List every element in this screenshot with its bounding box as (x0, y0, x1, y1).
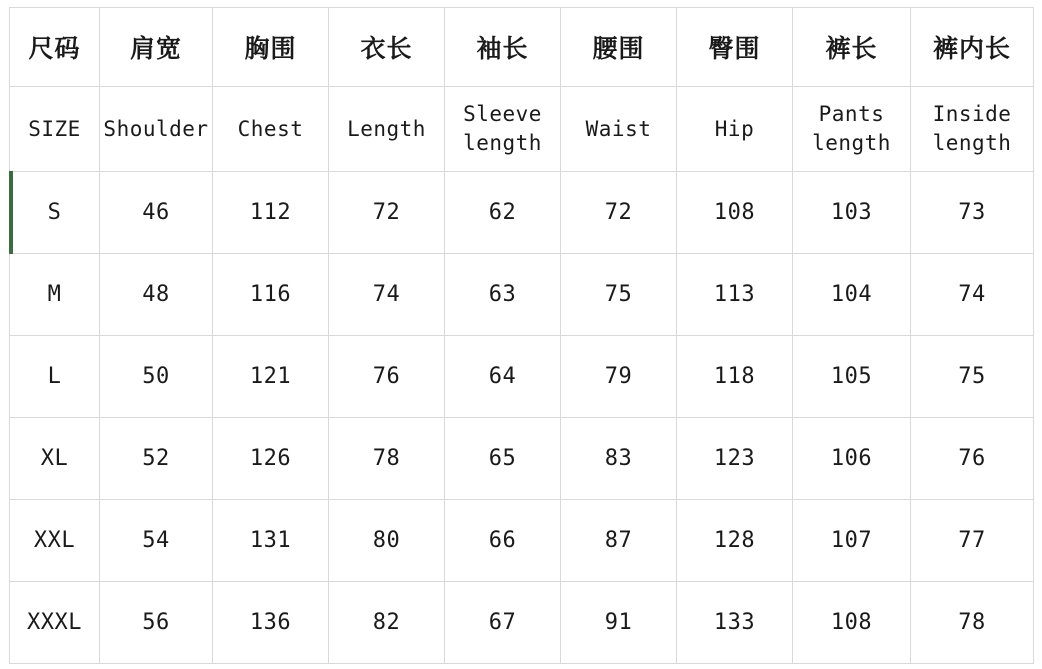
cell-hip: 118 (677, 336, 793, 418)
cell-size: S (10, 172, 100, 254)
cell-size: L (10, 336, 100, 418)
cell-chest: 126 (213, 418, 329, 500)
header-cn-sleeve-length: 袖长 (445, 8, 561, 87)
cell-length: 78 (329, 418, 445, 500)
table-row (10, 172, 1034, 254)
header-en-waist: Waist (561, 87, 677, 172)
header-en-size: SIZE (10, 87, 100, 172)
table-row (10, 500, 1034, 582)
cell-sleeve-length: 62 (445, 172, 561, 254)
cell-sleeve-length: 67 (445, 582, 561, 664)
cell-chest: 131 (213, 500, 329, 582)
header-cn-shoulder: 肩宽 (100, 8, 213, 87)
header-cn-inside-length: 裤内长 (911, 8, 1034, 87)
cell-length: 76 (329, 336, 445, 418)
cell-shoulder: 52 (100, 418, 213, 500)
cell-pants-length: 103 (793, 172, 911, 254)
table-row (10, 254, 1034, 336)
header-cn-length: 衣长 (329, 8, 445, 87)
header-cn-pants-length: 裤长 (793, 8, 911, 87)
cell-length: 74 (329, 254, 445, 336)
cell-chest: 112 (213, 172, 329, 254)
cell-pants-length: 108 (793, 582, 911, 664)
cell-size: XXXL (10, 582, 100, 664)
cell-hip: 133 (677, 582, 793, 664)
cell-pants-length: 107 (793, 500, 911, 582)
cell-length: 82 (329, 582, 445, 664)
cell-chest: 121 (213, 336, 329, 418)
header-cn-waist: 腰围 (561, 8, 677, 87)
header-cn-chest: 胸围 (213, 8, 329, 87)
header-en-hip: Hip (677, 87, 793, 172)
cell-waist: 75 (561, 254, 677, 336)
header-en-chest: Chest (213, 87, 329, 172)
cell-chest: 136 (213, 582, 329, 664)
cell-chest: 116 (213, 254, 329, 336)
header-cn-hip: 臀围 (677, 8, 793, 87)
cell-waist: 91 (561, 582, 677, 664)
cell-inside-length: 74 (911, 254, 1034, 336)
cell-size: XXL (10, 500, 100, 582)
cell-waist: 79 (561, 336, 677, 418)
cell-shoulder: 46 (100, 172, 213, 254)
cell-length: 80 (329, 500, 445, 582)
cell-pants-length: 105 (793, 336, 911, 418)
table-header-row-chinese (10, 8, 1034, 87)
header-en-length: Length (329, 87, 445, 172)
cell-sleeve-length: 66 (445, 500, 561, 582)
cell-waist: 83 (561, 418, 677, 500)
table-row (10, 418, 1034, 500)
cell-size: XL (10, 418, 100, 500)
cell-size: M (10, 254, 100, 336)
cell-waist: 87 (561, 500, 677, 582)
header-en-pants-length: Pants length (793, 87, 911, 172)
table-header-row-english (10, 87, 1034, 172)
size-chart-table (9, 7, 1034, 664)
cell-length: 72 (329, 172, 445, 254)
table-row (10, 582, 1034, 664)
cell-sleeve-length: 64 (445, 336, 561, 418)
cell-inside-length: 77 (911, 500, 1034, 582)
cell-shoulder: 54 (100, 500, 213, 582)
cell-shoulder: 56 (100, 582, 213, 664)
cell-pants-length: 106 (793, 418, 911, 500)
cell-inside-length: 73 (911, 172, 1034, 254)
cell-pants-length: 104 (793, 254, 911, 336)
cell-sleeve-length: 63 (445, 254, 561, 336)
cell-shoulder: 48 (100, 254, 213, 336)
cell-inside-length: 75 (911, 336, 1034, 418)
header-en-shoulder: Shoulder (100, 87, 213, 172)
cell-hip: 113 (677, 254, 793, 336)
cell-waist: 72 (561, 172, 677, 254)
table-row (10, 336, 1034, 418)
cell-sleeve-length: 65 (445, 418, 561, 500)
cell-shoulder: 50 (100, 336, 213, 418)
cell-hip: 128 (677, 500, 793, 582)
cell-inside-length: 76 (911, 418, 1034, 500)
cell-hip: 108 (677, 172, 793, 254)
header-cn-size: 尺码 (10, 8, 100, 87)
cell-hip: 123 (677, 418, 793, 500)
cell-inside-length: 78 (911, 582, 1034, 664)
header-en-inside-length: Inside length (911, 87, 1034, 172)
header-en-sleeve-length: Sleeve length (445, 87, 561, 172)
